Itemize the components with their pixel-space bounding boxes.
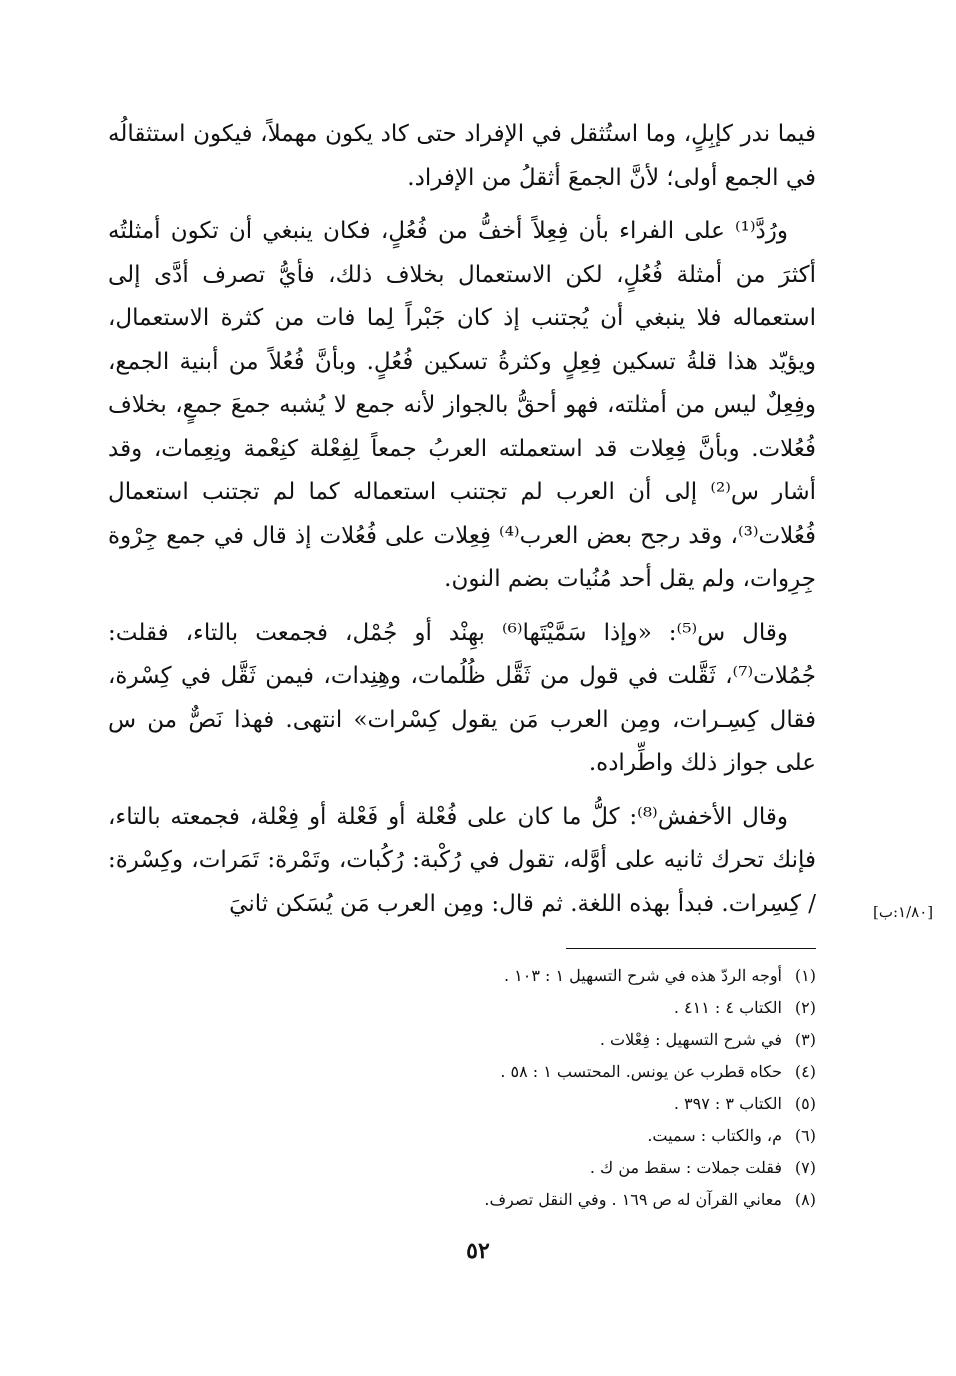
- footnote-text: الكتاب ٤ : ٤١١ .: [673, 998, 782, 1017]
- footnote: [300, 960, 816, 992]
- footnote-number: (٧): [794, 1158, 816, 1177]
- manuscript-folio-reference: [١/٨٠:ب]: [873, 903, 934, 921]
- footnote-number: (١): [794, 966, 816, 985]
- paragraph: فيما ندر كإبِلٍ، وما استُثقل في الإفراد حتى كاد يكون مهملاً، فيكون استثقالُه في الجمع أولى؛ لأنَّ الجمعَ أثقلُ من الإفراد.: [108, 121, 816, 191]
- footnote-text: في شرح التسهيل : فِعْلات .: [599, 1030, 782, 1049]
- footnotes: [300, 960, 816, 1216]
- footnote-number: (٤): [794, 1062, 816, 1081]
- page-number: ٥٢: [466, 1238, 490, 1264]
- footnote: [300, 1088, 816, 1120]
- footnote: [300, 1024, 816, 1056]
- footnote-text: م، والكتاب : سميت.: [647, 1126, 782, 1145]
- footnote: [300, 1184, 816, 1216]
- footnote: [300, 1056, 816, 1088]
- paragraph: ورُدَّ⁽¹⁾ على الفراء بأن فِعِلاً أخفُّ من فُعُلٍ، فكان ينبغي أن تكون أمثلتُه أكثرَ من أمثلة فُعُلٍ، لكن الاستعمال بخلاف ذلك، فأيُّ تصرف أدَّى إلى استعماله فلا ينبغي أن يُجتنب إذ كان جَبْراً لِما فات من كثرة الاستعمال، ويؤيّد هذا قلةُ تسكين فِعِلٍ وكثرةُ تسكين فُعُلٍ. وبأنَّ فُعُلاً من أبنية الجمع، وفِعِلٌ ليس من أمثلته، فهو أحقُّ بالجواز لأنه جمع لا يُشبه جمعَ جمعٍ، بخلاف فُعُلات. وبأنَّ فِعِلات قد استعملته العربُ جمعاً لِفِعْلة كنِعْمة ونِعِمات، وقد أشار س⁽²⁾ إلى أن العرب لم تجتنب استعماله كما لم تجتنب استعمال فُعُلات⁽³⁾، وقد رجح بعض العرب⁽⁴⁾ فِعِلات على فُعُلات إذ قال في جمع جِرْوة جِرِوات، ولم يقل أحد مُنُيات بضم النون.: [108, 218, 816, 592]
- footnote: [300, 992, 816, 1024]
- footnote-text: معاني القرآن له ص ١٦٩ . وفي النقل تصرف.: [484, 1190, 782, 1209]
- footnote-number: (٦): [794, 1126, 816, 1145]
- paragraph: وقال الأخفش⁽⁸⁾: كلُّ ما كان على فُعْلة أو فَعْلة أو فِعْلة، فجمعته بالتاء، فإنك تحرك ثانيه على أوَّله، تقول في رُكْبة: رُكُبات، وتَمْرة: تَمَرات، وكِسْرة: / كِسِرات. فبدأ بهذه اللغة. ثم قال: ومِن العرب مَن يُسَكن ثانيَ: [108, 803, 816, 917]
- footnote-number: (٢): [794, 998, 816, 1017]
- footnote-text: فقلت جملات : سقط من ك .: [589, 1158, 782, 1177]
- main-text: [108, 113, 816, 936]
- footnote-text: أوجه الردّ هذه في شرح التسهيل ١ : ١٠٣ .: [503, 966, 782, 985]
- footnote-separator: [566, 948, 816, 949]
- footnote-number: (٣): [794, 1030, 816, 1049]
- footnote: [300, 1120, 816, 1152]
- footnote-text: حكاه قطرب عن يونس. المحتسب ١ : ٥٨ .: [500, 1062, 782, 1081]
- paragraph: وقال س⁽⁵⁾: «وإذا سَمَّيْتَها⁽⁶⁾ بهِنْد أو جُمْل، فجمعت بالتاء، فقلت: جُمُلات⁽⁷⁾، ثَقَّلت في قول من ثَقَّل ظُلُمات، وهِنِدات، فيمن ثَقَّل في كِسْرة، فقال كِسِـرات، ومِن العرب مَن يقول كِسْرات» انتهى. فهذا نَصٌّ من س على جواز ذلك واطِّراده.: [108, 619, 816, 776]
- footnote: [300, 1152, 816, 1184]
- footnote-number: (٨): [794, 1190, 816, 1209]
- footnote-text: الكتاب ٣ : ٣٩٧ .: [673, 1094, 782, 1113]
- footnote-number: (٥): [794, 1094, 816, 1113]
